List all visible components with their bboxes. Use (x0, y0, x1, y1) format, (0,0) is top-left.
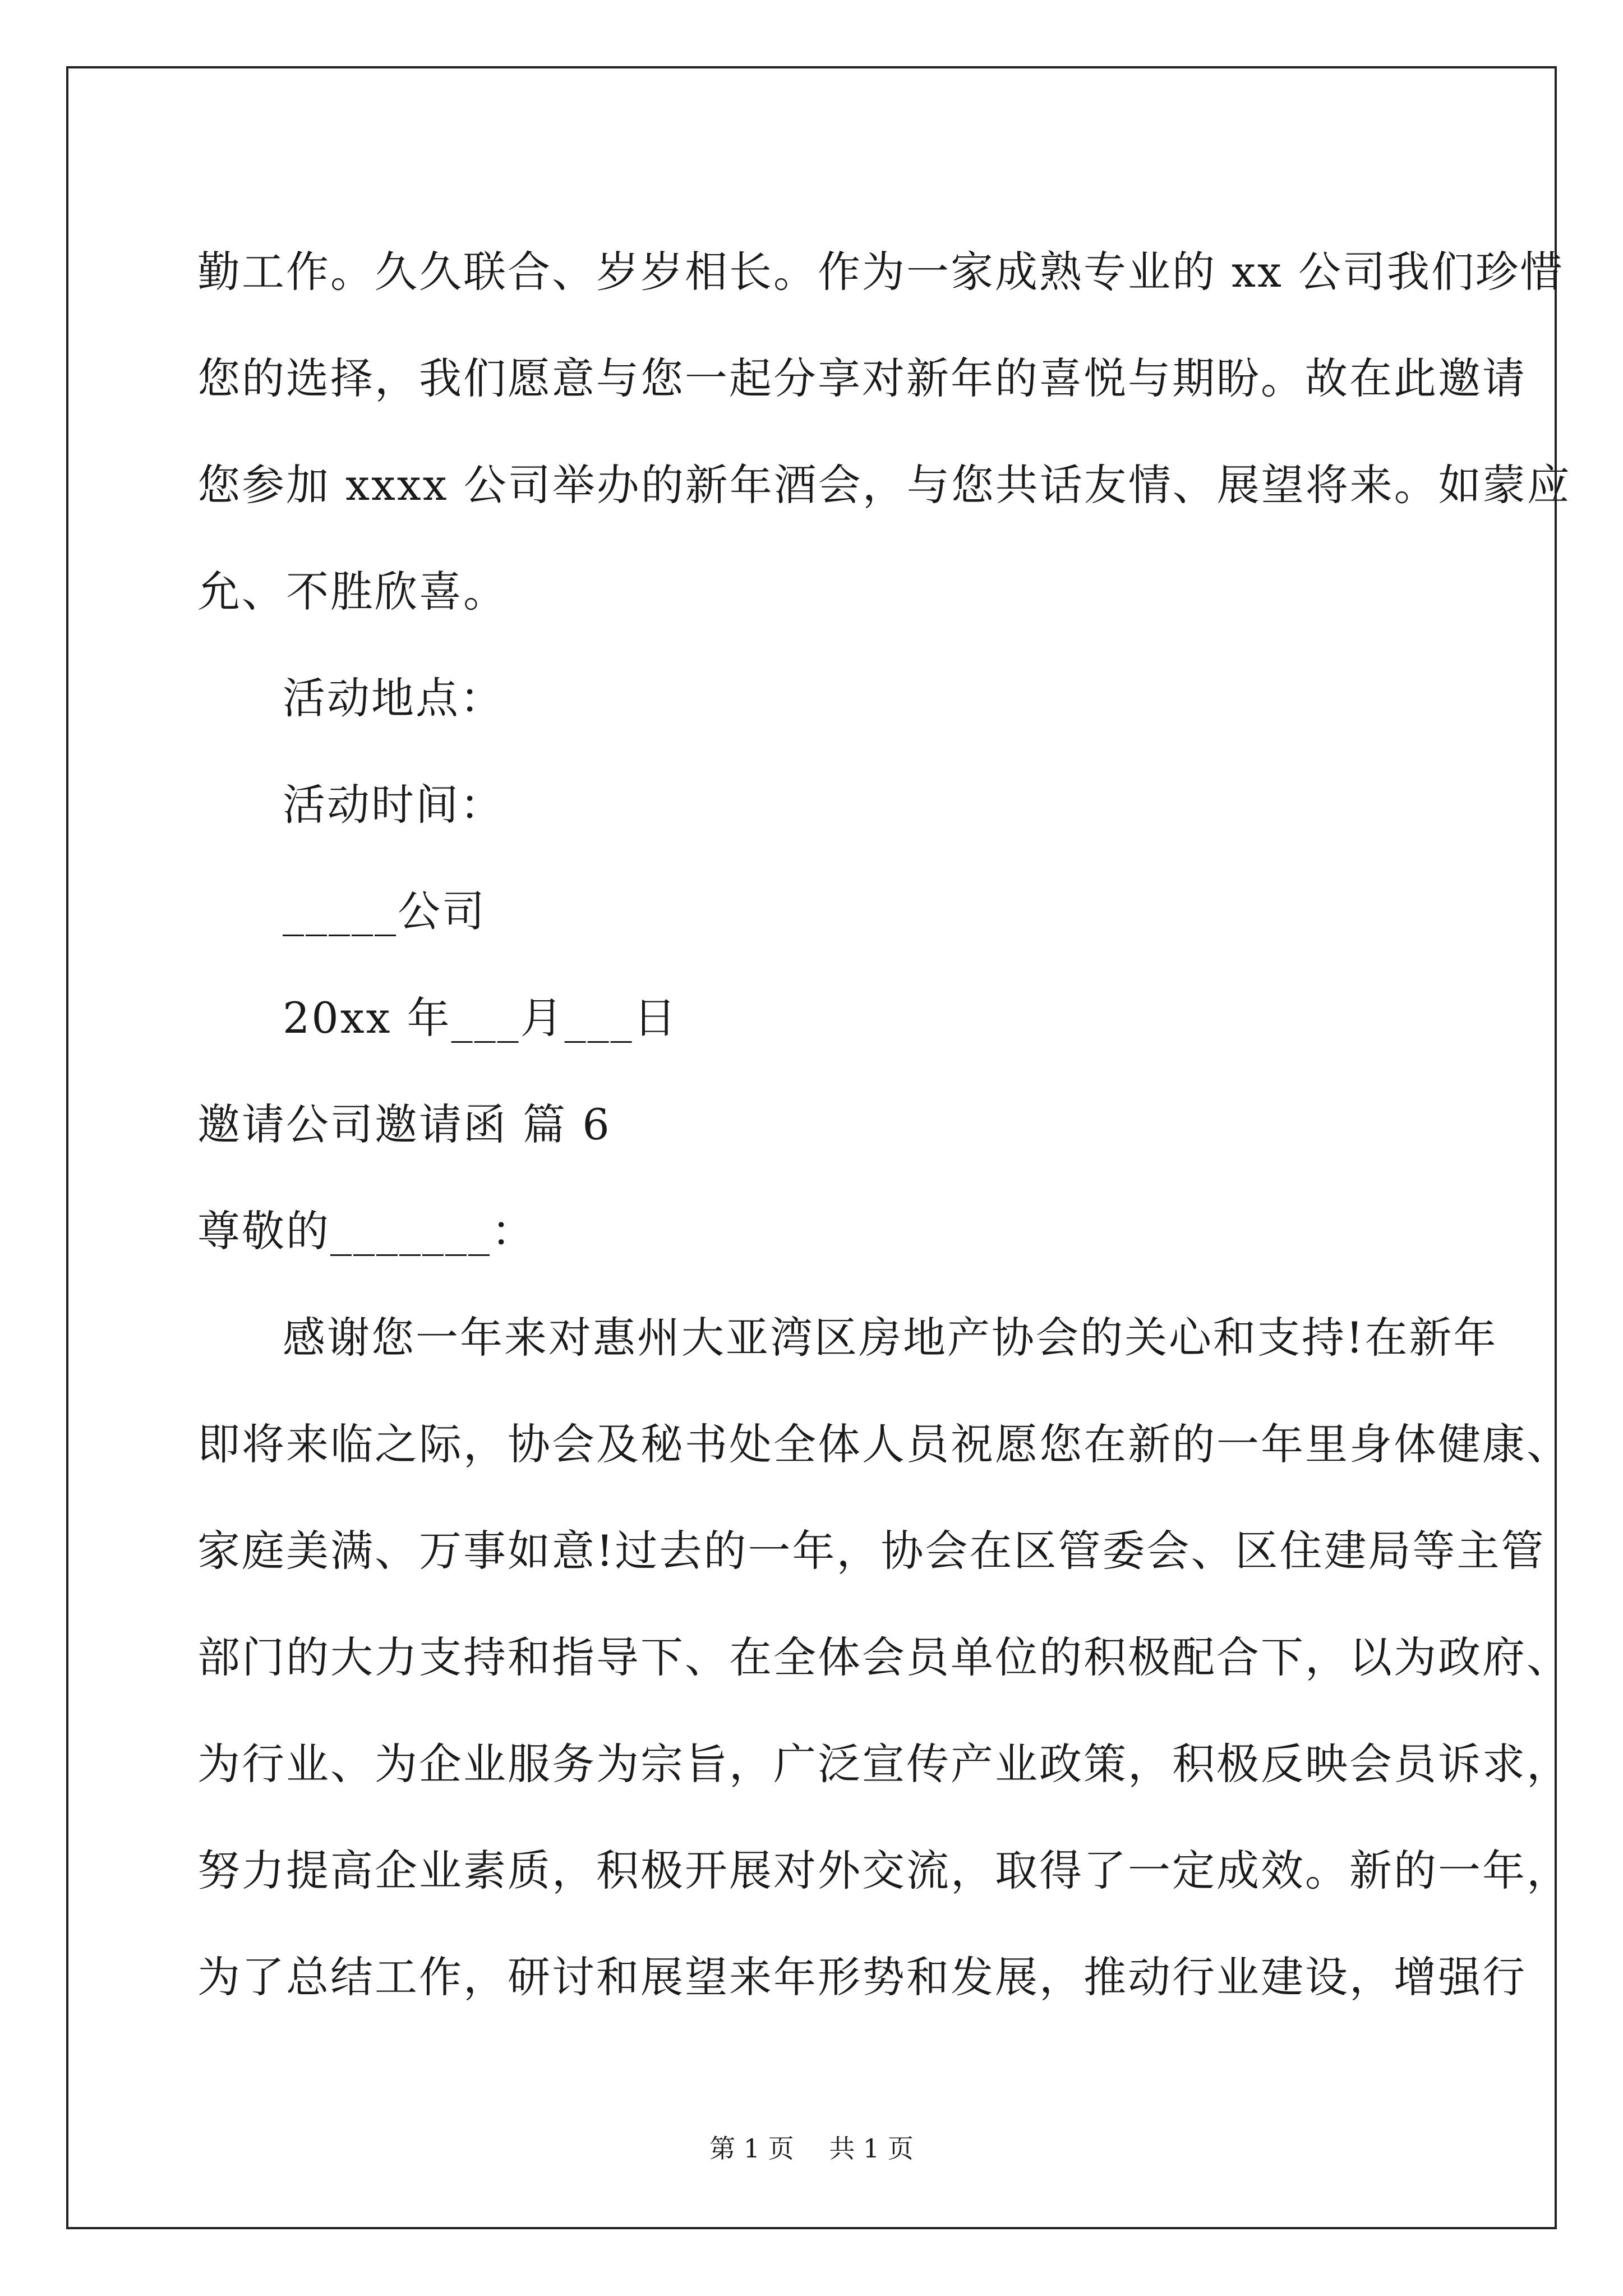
paragraph-line: 您参加 xxxx 公司举办的新年酒会，与您共话友情、展望将来。如蒙应 (197, 460, 1571, 510)
paragraph-line: 感谢您一年来对惠州大亚湾区房地产协会的关心和支持!在新年 (283, 1313, 1498, 1363)
section-heading: 邀请公司邀请函 篇 6 (197, 1099, 611, 1149)
page-footer (0, 2132, 1623, 2165)
event-time-label: 活动时间： (283, 780, 504, 830)
paragraph-line: 部门的大力支持和指导下、在全体会员单位的积极配合下，以为政府、 (197, 1632, 1571, 1682)
paragraph-line: 家庭美满、万事如意!过去的一年，协会在区管委会、区住建局等主管 (197, 1526, 1546, 1576)
paragraph-line: 即将来临之际，协会及秘书处全体人员祝愿您在新的一年里身体健康、 (197, 1419, 1571, 1469)
document-body (197, 219, 1571, 2031)
page-total: 共 1 页 (829, 2133, 914, 2164)
paragraph-line: 为行业、为企业服务为宗旨，广泛宣传产业政策，积极反映会员诉求， (197, 1739, 1571, 1789)
company-signature: _____公司 (283, 886, 486, 936)
paragraph-line: 允、不胜欣喜。 (197, 567, 508, 616)
paragraph-line: 您的选择，我们愿意与您一起分享对新年的喜悦与期盼。故在此邀请 (197, 353, 1527, 403)
signature-date: 20xx 年___月___日 (283, 993, 678, 1043)
salutation: 尊敬的_______： (197, 1206, 536, 1256)
paragraph-line: 努力提高企业素质，积极开展对外交流，取得了一定成效。新的一年， (197, 1846, 1571, 1895)
paragraph-line: 勤工作。久久联合、岁岁相长。作为一家成熟专业的 xx 公司我们珍惜 (197, 247, 1565, 297)
page-number: 第 1 页 (709, 2133, 794, 2164)
paragraph-line: 为了总结工作，研讨和展望来年形势和发展，推动行业建设，增强行 (197, 1952, 1527, 2002)
event-location-label: 活动地点： (283, 673, 504, 723)
